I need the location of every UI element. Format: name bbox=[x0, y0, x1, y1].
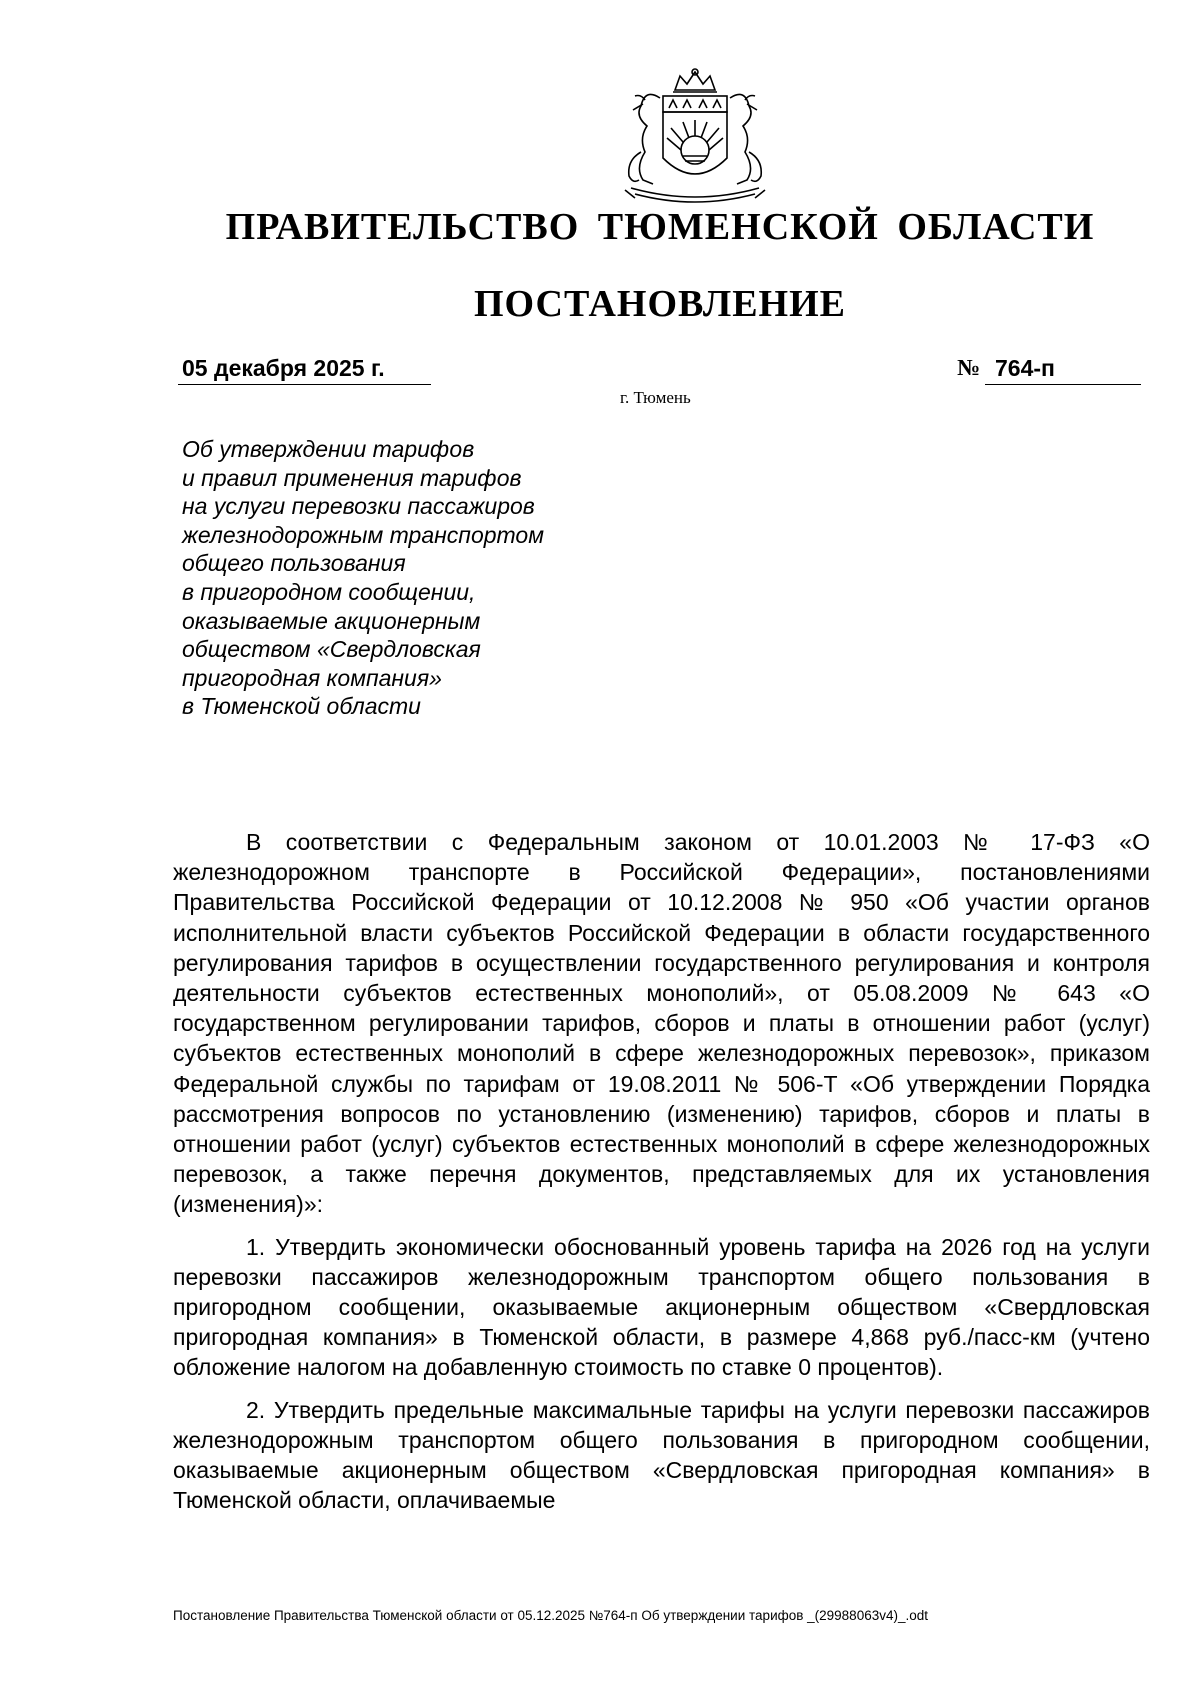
subject-line: на услуги перевозки пассажиров bbox=[182, 493, 535, 520]
document-date: 05 декабря 2025 г. bbox=[178, 355, 431, 385]
document-subject bbox=[182, 435, 642, 721]
subject-line: Об утверждении тарифов bbox=[182, 436, 475, 462]
subject-line: в Тюменской области bbox=[182, 693, 421, 720]
number-sign: № bbox=[957, 355, 981, 380]
subject-line: железнодорожным транспортом bbox=[182, 521, 544, 548]
subject-line: обществом «Свердловская bbox=[182, 636, 481, 663]
preamble-paragraph: В соответствии с Федеральным законом от 10.01.2003 № 17-ФЗ «О железнодорожном транспорте в Российской Федерации», постановлениями Правительства Российской Федерации от 10.12.2008 № 950 «Об участии органов исполнительной власти субъектов Российской Федерации в области государственного регулирования тарифов в осуществлении государственного регулирования и контроля деятельности субъектов естественных монополий», от 05.08.2009 № 643 «О государственном регулировании тарифов, сборов и платы в отношении работ (услуг) субъектов естественных монополий в сфере железнодорожных перевозок», приказом Федеральной службы по тарифам от 19.08.2011 № 506-Т «Об утверждении Порядка рассмотрения вопросов по установлению (изменению) тарифов, сборов и платы в отношении работ (услуг) субъектов естественных монополий в сфере железнодорожных перевозок, а также перечня документов, представляемых для их установления (изменения)»: bbox=[173, 829, 1150, 1218]
subject-line: и правил применения тарифов bbox=[182, 464, 522, 491]
subject-line: общего пользования bbox=[182, 550, 406, 577]
coat-of-arms-icon bbox=[605, 68, 785, 208]
page-footer: Постановление Правительства Тюменской области от 05.12.2025 №764-п Об утверждении тарифов _(29988063v4)_.odt bbox=[173, 1608, 928, 1623]
document-body bbox=[173, 827, 1150, 1527]
subject-line: пригородная компания» bbox=[182, 664, 442, 691]
document-type-title: ПОСТАНОВЛЕНИЕ bbox=[473, 283, 847, 325]
clause-1-paragraph: 1. Утвердить экономически обоснованный уровень тарифа на 2026 год на услуги перевозки пассажиров железнодорожным транспортом общего пользования в пригородном сообщении, оказываемые акционерным обществом «Свердловская пригородная компания» в Тюменской области, в размере 4,868 руб./пасс-км (учтено обложение налогом на добавленную стоимость по ставке 0 процентов). bbox=[173, 1233, 1150, 1381]
document-number: 764-п bbox=[985, 355, 1141, 385]
government-title: ПРАВИТЕЛЬСТВО ТЮМЕНСКОЙ ОБЛАСТИ bbox=[225, 206, 1095, 248]
clause-2-paragraph: 2. Утвердить предельные максимальные тарифы на услуги перевозки пассажиров железнодорожным транспортом общего пользования в пригородном сообщении, оказываемые акционерным обществом «Свердловская пригородная компания» в Тюменской области, оплачиваемые bbox=[173, 1396, 1150, 1514]
city-label: г. Тюмень bbox=[620, 388, 691, 407]
subject-line: оказываемые акционерным bbox=[182, 607, 481, 634]
subject-line: в пригородном сообщении, bbox=[182, 578, 476, 605]
